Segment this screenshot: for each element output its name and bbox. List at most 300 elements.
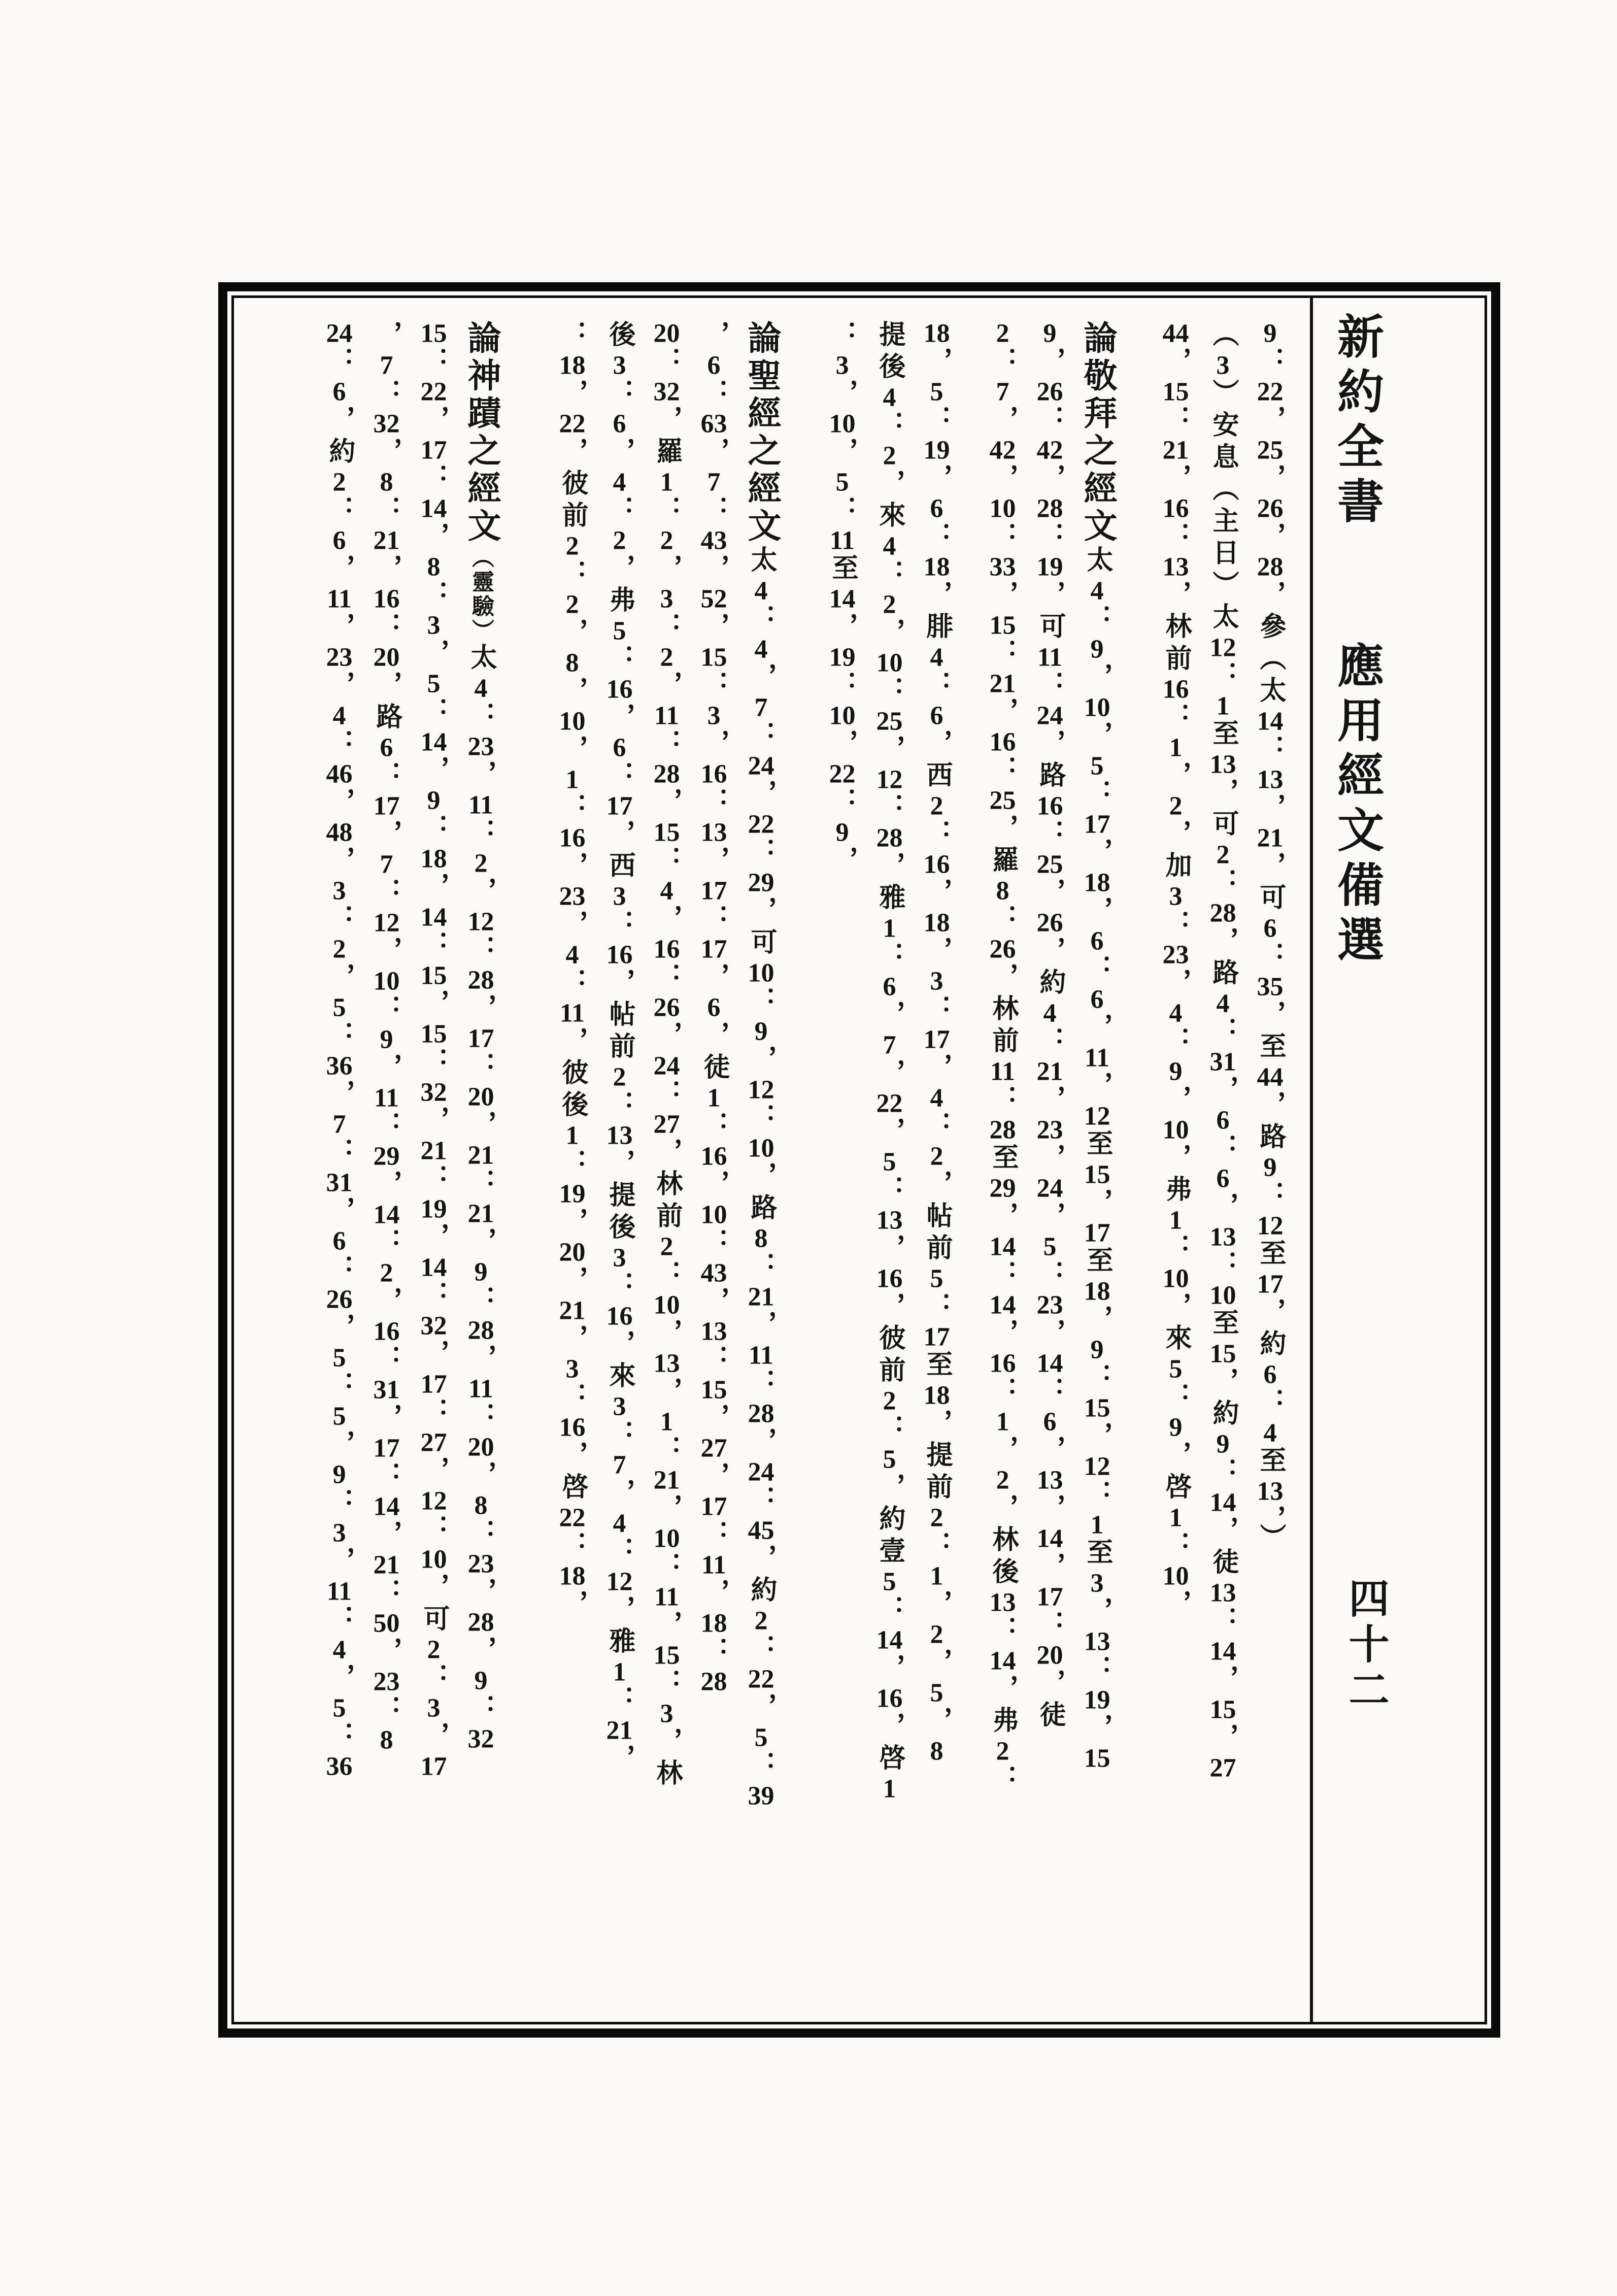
verse-number: 4 — [613, 469, 626, 495]
verse-number: 42 — [1036, 437, 1063, 463]
verse-number: 5 — [1090, 753, 1104, 779]
verse-number: 7 — [996, 379, 1009, 405]
verse-number: 9 — [1216, 1431, 1230, 1457]
verse-number: 4 — [1263, 1420, 1277, 1446]
verse-number: 3 — [660, 586, 673, 612]
verse-number: 32 — [373, 411, 400, 437]
verse-number: 17 — [923, 1324, 950, 1350]
scripture-column: ，6：63，7：43，52，15：3，16：13，17：17，6，徒1：16，10：43，13：15，27，17：11，18：28 — [699, 320, 728, 1695]
verse-number: 19 — [420, 1196, 447, 1222]
verse-number: 17 — [1084, 1220, 1110, 1246]
verse-number: 22 — [559, 411, 586, 437]
verse-number: 3 — [613, 883, 626, 910]
verse-number: 3 — [427, 1695, 441, 1721]
verse-number: 14 — [1209, 1638, 1236, 1665]
section-title: 論神蹟之經文 — [462, 320, 499, 546]
verse-number: 3 — [613, 1393, 626, 1420]
verse-number: 12 — [1209, 635, 1236, 661]
verse-number: 12 — [1257, 1213, 1284, 1239]
verse-number: 6 — [930, 703, 944, 729]
verse-number: 10 — [420, 1546, 447, 1573]
verse-number: 12 — [1084, 1453, 1110, 1480]
verse-number: 16 — [1162, 495, 1189, 522]
verse-number: 43 — [700, 1260, 727, 1286]
verse-number: 10 — [829, 411, 856, 437]
verse-number: 4 — [754, 636, 768, 662]
verse-number: 13 — [876, 1207, 903, 1234]
verse-number: 4 — [1169, 1000, 1183, 1026]
verse-number: 43 — [700, 527, 727, 554]
verse-number: 8 — [474, 1492, 488, 1519]
verse-number: 25 — [989, 787, 1016, 814]
verse-number: 3 — [427, 612, 441, 639]
verse-number: 4 — [930, 1085, 944, 1111]
verse-number: 21 — [748, 1284, 774, 1310]
verse-number: 2 — [660, 1234, 673, 1260]
verse-number: 10 — [989, 495, 1016, 522]
verse-number: 9 — [332, 1461, 346, 1488]
verse-number: 8 — [930, 1738, 944, 1765]
verse-number: 18 — [923, 1382, 950, 1409]
verse-number: 10 — [1162, 1117, 1189, 1143]
verse-number: 1 — [1169, 1207, 1183, 1234]
verse-number: 18 — [559, 352, 586, 379]
title-column — [1310, 298, 1485, 2022]
verse-number: 1 — [707, 1085, 721, 1111]
verse-number: 14 — [876, 1627, 903, 1653]
verse-number: 15 — [420, 320, 447, 347]
verse-number: 11 — [1037, 644, 1063, 671]
verse-number: 13 — [1084, 1628, 1110, 1655]
verse-number: 3 — [332, 878, 346, 904]
verse-number: 9 — [835, 819, 849, 846]
verse-number: 15 — [1162, 379, 1189, 405]
verse-number: 16 — [700, 1143, 727, 1170]
verse-number: 14 — [373, 1202, 400, 1228]
verse-number: 2 — [380, 1260, 393, 1286]
verse-number: 45 — [748, 1517, 774, 1544]
verse-number: 28 — [876, 825, 903, 851]
verse-number: 10 — [653, 1525, 680, 1552]
verse-number: 13 — [606, 1122, 633, 1149]
verse-number: 14 — [1257, 708, 1284, 735]
verse-number: 1 — [565, 1122, 579, 1149]
verse-number: 9 — [474, 1259, 488, 1285]
verse-number: 31 — [373, 1377, 400, 1403]
verse-number: 2 — [1216, 842, 1230, 868]
verse-number: 3 — [1169, 883, 1183, 910]
scripture-column: 9：22，25，26，28，參（太14：13，21，可6：35，至44，路9：12至17，約6：4至13，） — [1256, 320, 1285, 1555]
verse-number: 22 — [748, 811, 774, 838]
verse-number: 28 — [467, 1609, 494, 1636]
verse-number: 12 — [420, 1488, 447, 1514]
verse-number: 1 — [660, 469, 673, 495]
verse-number: 11 — [374, 1085, 399, 1111]
verse-number: 6 — [613, 411, 626, 437]
section-header-column: 論神蹟之經文（靈驗）太4：23，11：2，12：28，17：20，21：21，9：28，11：20，8：23，28，9：32 — [462, 320, 499, 1752]
verse-number: 31 — [1209, 1049, 1236, 1075]
verse-number: 11 — [654, 703, 680, 729]
verse-number: 6 — [883, 974, 896, 1000]
verse-number: 2 — [930, 793, 944, 819]
verse-number: 17 — [373, 1435, 400, 1461]
verse-number: 16 — [606, 1303, 633, 1329]
verse-number: 24 — [1036, 1175, 1063, 1202]
verse-number: 42 — [989, 437, 1016, 463]
verse-number: 22 — [876, 1090, 903, 1117]
verse-number: 1 — [996, 1409, 1009, 1435]
verse-number: 33 — [989, 554, 1016, 580]
verse-number: 28 — [467, 967, 494, 993]
verse-number: 3 — [835, 352, 849, 379]
verse-number: 10 — [1162, 1563, 1189, 1589]
verse-number: 1 — [1090, 1512, 1104, 1538]
verse-number: 20 — [1036, 1642, 1063, 1669]
verse-number: 14 — [1036, 1525, 1063, 1552]
verse-number: 15 — [653, 819, 680, 846]
book-title: 新約全書 應用經文備選 — [1331, 312, 1383, 970]
verse-number: 19 — [1036, 554, 1063, 580]
verse-number: 2 — [332, 936, 346, 962]
verse-number: 2 — [930, 1505, 944, 1531]
content-columns — [241, 298, 1302, 2022]
section-subtitle: （靈驗） — [468, 546, 493, 643]
verse-number: 13 — [1257, 767, 1284, 793]
verse-number: 44 — [1257, 1064, 1284, 1090]
verse-number: 1 — [660, 1409, 673, 1435]
verse-number: 9 — [427, 787, 441, 814]
verse-number: 32 — [467, 1726, 494, 1752]
verse-number: 18 — [700, 1610, 727, 1637]
verse-number: 13 — [1209, 1224, 1236, 1250]
verse-number: 29 — [373, 1143, 400, 1170]
verse-number: 27 — [653, 1111, 680, 1138]
verse-number: 17 — [700, 1493, 727, 1520]
verse-number: 26 — [326, 1286, 353, 1313]
verse-number: 10 — [653, 1292, 680, 1318]
verse-number: 14 — [420, 729, 447, 755]
page-frame — [218, 282, 1500, 2038]
section-title: 論敬拜之經文 — [1079, 320, 1116, 546]
verse-number: 11 — [326, 1578, 352, 1605]
verse-number: 3 — [930, 968, 944, 994]
scripture-column: （3）安息（主日）太12：1至13，可2：28，路4：31，6：6，13：10至15，約9：14，徒13：14，15，27 — [1208, 320, 1237, 1781]
verse-number: 13 — [1209, 1580, 1236, 1606]
verse-number: 15 — [700, 644, 727, 671]
verse-number: 7 — [613, 1452, 626, 1478]
scripture-column: ：3，10，5：11至14，19：10，22：9， — [828, 320, 857, 878]
verse-number: 7 — [380, 352, 393, 379]
scripture-column: 後3：6，4：2，弗5：16，6：17，西3：16，帖前2：13，提後3：16，來3：7，4：12，雅1：21， — [605, 320, 634, 1776]
verse-number: 23 — [1036, 1117, 1063, 1143]
scripture-column: 44，15：21，16：13，林前16：1，2，加3：23，4：9，10，弗1：10，來5：9，啓1：10， — [1161, 320, 1190, 1621]
verse-number: 4 — [660, 878, 673, 904]
verse-number: 6 — [1043, 1409, 1057, 1435]
verse-number: 15 — [653, 1642, 680, 1669]
verse-number: 3 — [707, 703, 721, 729]
verse-number: 14 — [1036, 1350, 1063, 1377]
verse-number: 17 — [606, 793, 633, 819]
verse-number: 22 — [420, 379, 447, 405]
verse-number: 4 — [565, 942, 579, 968]
verse-number: 22 — [829, 761, 856, 787]
inner-frame — [231, 295, 1487, 2024]
verse-number: 5 — [930, 1680, 944, 1706]
verse-number: 5 — [332, 1695, 346, 1721]
verse-number: 63 — [700, 411, 727, 437]
verse-number: 8 — [380, 1727, 393, 1753]
verse-number: 9 — [1043, 320, 1057, 347]
verse-number: 9 — [474, 1668, 488, 1694]
verse-number: 14 — [989, 1292, 1016, 1318]
verse-number: 24 — [326, 320, 353, 347]
verse-number: 2 — [996, 1738, 1009, 1765]
verse-number: 3 — [613, 352, 626, 379]
verse-number: 2 — [1169, 793, 1183, 819]
verse-number: 21 — [1036, 1058, 1063, 1085]
verse-number: 17 — [700, 878, 727, 904]
verse-number: 14 — [373, 1493, 400, 1520]
verse-number: 24 — [653, 1053, 680, 1079]
verse-number: 44 — [1162, 320, 1189, 347]
verse-number: 15 — [1084, 1745, 1110, 1772]
verse-number: 4 — [332, 703, 346, 729]
verse-number: 9 — [1090, 1337, 1104, 1363]
verse-number: 16 — [923, 851, 950, 878]
verse-number: 10 — [748, 960, 774, 986]
verse-number: 6 — [930, 495, 944, 522]
verse-number: 9 — [1090, 636, 1104, 662]
verse-number: 6 — [707, 352, 721, 379]
verse-number: 10 — [373, 968, 400, 994]
scripture-column: 18，5：19，6：18，腓4：6，西2：16，18，3：17，4：2，帖前5：17至18，提前2：1，2，5，8 — [922, 320, 951, 1765]
page-number: 四十二 — [1342, 1577, 1387, 1714]
verse-number: 11 — [654, 1584, 680, 1610]
verse-number: 8 — [996, 878, 1009, 904]
verse-number: 11 — [748, 1342, 774, 1369]
verse-number: 13 — [653, 1350, 680, 1377]
verse-number: 26 — [653, 994, 680, 1021]
verse-number: 20 — [467, 1084, 494, 1110]
verse-number: 10 — [1162, 1266, 1189, 1292]
verse-number: 18 — [559, 1563, 586, 1589]
verse-number: 26 — [989, 936, 1016, 962]
verse-number: 16 — [989, 729, 1016, 755]
verse-number: 10 — [700, 1202, 727, 1228]
scripture-column: ，7：32，8：21，16：20，路6：17，7：12，10：9，11：29，14：2，16：31，17：14，21：50，23：8 — [372, 320, 401, 1753]
verse-number: 2 — [565, 533, 579, 559]
verse-number: 36 — [326, 1753, 353, 1780]
verse-number: 19 — [923, 437, 950, 463]
verse-number: 12 — [748, 1077, 774, 1103]
verse-number: 20 — [467, 1434, 494, 1460]
verse-number: 5 — [1169, 1356, 1183, 1382]
verse-number: 4 — [1216, 990, 1230, 1017]
verse-number: 28 — [989, 1117, 1016, 1143]
verse-number: 5 — [930, 1266, 944, 1292]
verse-number: 26 — [1036, 379, 1063, 405]
verse-number: 7 — [754, 694, 768, 721]
verse-number: 31 — [326, 1170, 353, 1196]
verse-number: 6 — [380, 735, 393, 761]
verse-number: 13 — [1209, 751, 1236, 778]
verse-number: 14 — [829, 586, 856, 612]
verse-number: 28 — [700, 1669, 727, 1695]
verse-number: 16 — [559, 825, 586, 851]
scripture-column: 15：22，17：14，8：3，5：14，9：18，14：15，15：32，21：19，14：32，17：27，12：10，可2：3，17 — [419, 320, 448, 1780]
verse-number: 15 — [989, 612, 1016, 639]
verse-number: 12 — [467, 909, 494, 935]
verse-number: 16 — [876, 1266, 903, 1292]
scripture-column: 24：6，約2：6，11，23，4：46，48，3：2，5：36，7：31，6：26，5：5，9：3，11：4，5：36 — [325, 320, 354, 1780]
verse-number: 11 — [1084, 1045, 1110, 1071]
verse-number: 5 — [883, 1569, 896, 1595]
verse-number: 2 — [613, 527, 626, 554]
verse-number: 6 — [332, 1228, 346, 1254]
verse-number: 5 — [332, 1403, 346, 1429]
verse-number: 16 — [1036, 793, 1063, 819]
verse-number: 11 — [701, 1552, 727, 1578]
verse-number: 21 — [373, 527, 400, 554]
verse-number: 36 — [326, 1053, 353, 1079]
verse-number: 17 — [420, 1371, 447, 1397]
verse-number: 12 — [1084, 1103, 1110, 1129]
verse-number: 4 — [883, 384, 896, 411]
verse-number: 13 — [700, 1318, 727, 1345]
verse-number: 5 — [1043, 1234, 1057, 1260]
verse-number: 18 — [923, 320, 950, 347]
verse-number: 2 — [996, 1467, 1009, 1493]
verse-number: 16 — [876, 1685, 903, 1712]
verse-number: 7 — [380, 851, 393, 878]
verse-number: 21 — [559, 1297, 586, 1324]
verse-number: 11 — [990, 1058, 1016, 1085]
verse-number: 15 — [1084, 1395, 1110, 1421]
verse-number: 5 — [754, 1724, 768, 1751]
verse-number: 21 — [467, 1142, 494, 1169]
verse-number: 12 — [373, 910, 400, 936]
verse-number: 29 — [748, 870, 774, 896]
verse-number: 17 — [420, 437, 447, 463]
verse-number: 14 — [420, 495, 447, 522]
verse-number: 28 — [748, 1401, 774, 1427]
verse-number: 15 — [420, 962, 447, 989]
verse-number: 23 — [467, 734, 494, 760]
verse-number: 16 — [373, 1318, 400, 1345]
verse-number: 27 — [700, 1435, 727, 1461]
verse-number: 4 — [754, 578, 768, 604]
verse-number: 27 — [1209, 1755, 1236, 1781]
verse-number: 4 — [1043, 1000, 1057, 1026]
verse-number: 10 — [1209, 1282, 1236, 1309]
verse-number: 11 — [468, 792, 494, 818]
verse-number: 20 — [373, 644, 400, 671]
verse-number: 18 — [923, 910, 950, 936]
verse-number: 25 — [876, 708, 903, 735]
verse-number: 1 — [1216, 693, 1230, 719]
verse-number: 2 — [660, 644, 673, 671]
verse-number: 27 — [420, 1429, 447, 1456]
verse-number: 21 — [373, 1552, 400, 1578]
verse-number: 4 — [474, 675, 488, 702]
verse-number: 26 — [1036, 910, 1063, 936]
verse-number: 28 — [1257, 554, 1284, 580]
verse-number: 5 — [332, 994, 346, 1021]
verse-number: 15 — [1209, 1341, 1236, 1367]
verse-number: 32 — [653, 379, 680, 405]
section-header-column: 論聖經之經文太4：4，7：24，22：29，可10：9，12：10，路8：21，11：28，24：45，約2：22，5：39 — [743, 320, 780, 1809]
verse-number: 17 — [420, 1753, 447, 1780]
verse-number: 5 — [332, 1345, 346, 1371]
verse-number: 25 — [1036, 851, 1063, 878]
verse-number: 5 — [930, 379, 944, 405]
verse-number: 2 — [883, 591, 896, 618]
verse-number: 1 — [1169, 1505, 1183, 1531]
verse-number: 2 — [930, 1621, 944, 1648]
verse-number: 21 — [606, 1717, 633, 1744]
verse-number: 28 — [1036, 495, 1063, 522]
verse-number: 6 — [1216, 1107, 1230, 1134]
scripture-column: 9，26：42，28：19，可11：24，路16：25，26，約4：21，23，24，5：23，14：6，13，14，17：20，徒 — [1035, 320, 1064, 1733]
verse-number: 2 — [996, 320, 1009, 347]
verse-number: 3 — [332, 1520, 346, 1546]
verse-number: 12 — [606, 1569, 633, 1595]
verse-number: 7 — [332, 1111, 346, 1138]
verse-number: 2 — [565, 591, 579, 618]
verse-number: 6 — [1263, 915, 1277, 942]
verse-number: 18 — [1084, 870, 1110, 896]
verse-number: 13 — [1257, 1478, 1284, 1505]
verse-number: 5 — [883, 1446, 896, 1473]
verse-number: 4 — [930, 644, 944, 671]
verse-number: 5 — [613, 618, 626, 644]
verse-number: 4 — [613, 1510, 626, 1537]
verse-number: 16 — [373, 586, 400, 612]
verse-number: 23 — [1036, 1292, 1063, 1318]
verse-number: 2 — [754, 1608, 768, 1634]
verse-number: 21 — [1162, 437, 1189, 463]
verse-number: 13 — [1036, 1467, 1063, 1493]
verse-number: 48 — [326, 819, 353, 846]
verse-number: 6 — [1263, 1361, 1277, 1388]
verse-number: 14 — [1209, 1489, 1236, 1516]
verse-number: 25 — [1257, 437, 1284, 463]
verse-number: 6 — [1216, 1166, 1230, 1192]
section-title: 論聖經之經文 — [743, 320, 780, 546]
verse-number: 18 — [1084, 1278, 1110, 1305]
verse-number: 17 — [373, 793, 400, 819]
verse-number: 1 — [883, 915, 896, 942]
verse-number: 11 — [326, 586, 352, 612]
verse-number: 17 — [923, 1026, 950, 1053]
verse-number: 50 — [373, 1610, 400, 1637]
verse-number: 46 — [326, 761, 353, 787]
verse-number: 2 — [883, 443, 896, 469]
verse-number: 2 — [332, 469, 346, 495]
verse-number: 5 — [883, 1149, 896, 1175]
verse-number: 23 — [326, 644, 353, 671]
verse-number: 6 — [1090, 986, 1104, 1013]
verse-number: 3 — [1216, 352, 1230, 379]
verse-number: 16 — [559, 1414, 586, 1441]
verse-number: 8 — [565, 650, 579, 676]
verse-number: 16 — [653, 936, 680, 962]
verse-number: 17 — [1036, 1584, 1063, 1610]
verse-number: 15 — [1084, 1161, 1110, 1188]
verse-number: 26 — [1257, 495, 1284, 522]
verse-number: 29 — [989, 1175, 1016, 1202]
verse-number: 28 — [653, 761, 680, 787]
